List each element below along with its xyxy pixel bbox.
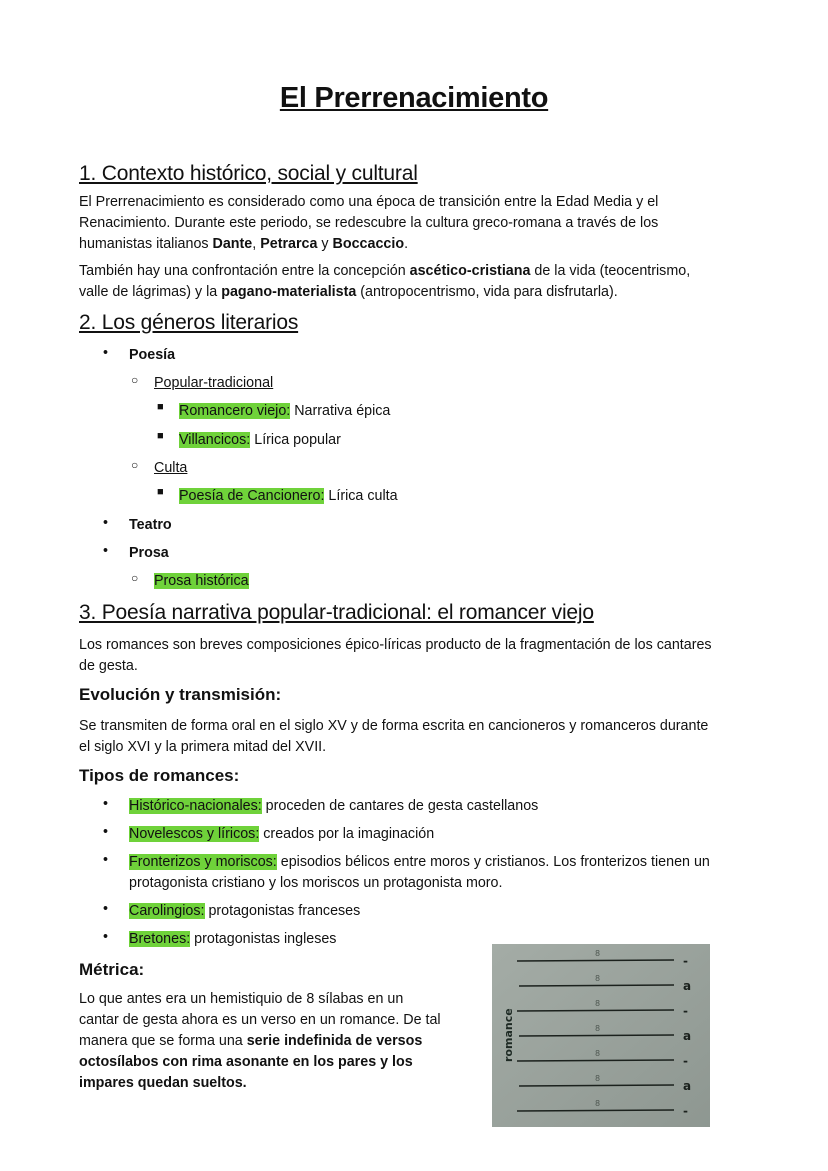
genre-poesia: Poesía	[129, 347, 176, 363]
text-span: creados por la imaginación	[259, 826, 435, 842]
syllable-count: 8	[595, 1049, 601, 1058]
genre-prosa: Prosa	[129, 545, 169, 561]
romance-side-label: romance	[502, 1008, 515, 1062]
bullet-square-icon: ■	[157, 430, 164, 442]
verse-line	[519, 1035, 674, 1036]
text-line: Renacimiento. Durante este periodo, se redescubre la cultura greco-romana a través de los	[79, 215, 659, 231]
text-line	[79, 261, 747, 282]
syllable-count: 8	[595, 949, 601, 958]
text-span: humanistas italianos	[79, 236, 213, 252]
verse-line	[517, 1010, 674, 1011]
text-line: Los romances son breves composiciones épico-líricas producto de la fragmentación de los cantares	[79, 637, 712, 653]
highlight-prosa-historica: Prosa histórica	[154, 573, 249, 589]
verse-line	[519, 985, 674, 986]
term-ascetico: ascético-cristiana	[409, 263, 531, 279]
tipo-novelescos	[129, 824, 434, 845]
section-1-paragraph-1	[79, 192, 747, 255]
text-span: Lírica culta	[324, 488, 398, 504]
text-span: protagonistas franceses	[204, 903, 361, 919]
rhyme-mark: -	[683, 1054, 688, 1068]
text-span: También hay una confrontación entre la concepción	[79, 263, 410, 279]
item-poesia-cancionero	[179, 486, 398, 507]
verse-line	[517, 1110, 674, 1111]
term-pagano: pagano-materialista	[221, 284, 357, 300]
highlight-bretones: Bretones:	[129, 931, 191, 947]
highlight-carolingios: Carolingios:	[129, 903, 205, 919]
metrica-paragraph	[79, 989, 479, 1094]
verse-line	[517, 1060, 674, 1061]
bullet-circle-icon: ○	[131, 571, 139, 585]
bullet-disc-icon: •	[103, 824, 109, 840]
text-line	[79, 234, 747, 255]
text-span: protagonistas ingleses	[190, 931, 337, 947]
tipos-heading: Tipos de romances:	[79, 766, 240, 785]
highlight-novelescos: Novelescos y líricos:	[129, 826, 260, 842]
bullet-disc-icon: •	[103, 796, 109, 812]
highlight-villancicos: Villancicos:	[179, 432, 251, 448]
bullet-disc-icon: •	[103, 929, 109, 945]
text-span: (antropocentrismo, vida para disfrutarla).	[356, 284, 618, 300]
evolucion-heading: Evolución y transmisión:	[79, 685, 282, 704]
romance-diagram-svg	[492, 944, 710, 1127]
text-span: valle de lágrimas) y la	[79, 284, 222, 300]
item-villancicos	[179, 430, 341, 451]
bullet-disc-icon: •	[103, 543, 109, 559]
section-2-heading: 2. Los géneros literarios	[79, 311, 299, 334]
romance-diagram	[492, 944, 710, 1127]
text-line	[79, 1031, 479, 1052]
text-span: de la vida (teocentrismo,	[530, 263, 691, 279]
item-romancero-viejo	[179, 401, 390, 422]
genre-teatro: Teatro	[129, 517, 172, 533]
text-span: proceden de cantares de gesta castellanos	[261, 798, 539, 814]
bullet-disc-icon: •	[103, 515, 109, 531]
verse-line	[517, 960, 674, 961]
tipo-fronterizos	[129, 852, 710, 873]
evolucion-paragraph	[79, 716, 747, 758]
bullet-circle-icon: ○	[131, 458, 139, 472]
section-3-intro	[79, 635, 747, 677]
author-petrarca: Petrarca	[260, 236, 318, 252]
bullet-square-icon: ■	[157, 486, 164, 498]
tipo-bretones	[129, 929, 336, 950]
rhyme-mark: a	[683, 979, 692, 993]
text-span: manera que se forma una	[79, 1033, 247, 1049]
rhyme-mark: a	[683, 1079, 692, 1093]
section-3-heading: 3. Poesía narrativa popular-tradicional: el romancer viejo	[79, 601, 594, 624]
syllable-count: 8	[595, 1074, 601, 1083]
text-line: de gesta.	[79, 658, 138, 674]
subgenre-culta: Culta	[154, 460, 188, 476]
text-span: .	[404, 236, 409, 252]
text-span-bold: serie indefinida de versos	[246, 1033, 423, 1049]
section-1-heading: 1. Contexto histórico, social y cultural	[79, 162, 418, 185]
author-boccaccio: Boccaccio	[332, 236, 405, 252]
rhyme-mark: -	[683, 1104, 688, 1118]
page-title: El Prerrenacimiento	[279, 82, 549, 114]
text-line: octosílabos con rima asonante en los pares y los	[79, 1054, 413, 1070]
bullet-circle-icon: ○	[131, 373, 139, 387]
text-span: Lírica popular	[250, 432, 341, 448]
rhyme-mark: a	[683, 1029, 692, 1043]
syllable-count: 8	[595, 1024, 601, 1033]
text-span: ,	[252, 236, 261, 252]
author-dante: Dante	[212, 236, 253, 252]
tipo-historico	[129, 796, 538, 817]
text-line	[79, 282, 747, 303]
subgenre-prosa-historica	[154, 571, 249, 592]
text-line: El Prerrenacimiento es considerado como una época de transición entre la Edad Media y el	[79, 194, 659, 210]
rhyme-mark: -	[683, 954, 688, 968]
tipo-carolingios	[129, 901, 360, 922]
syllable-count: 8	[595, 974, 601, 983]
text-span: episodios bélicos entre moros y cristianos. Los fronterizos tienen un	[276, 854, 710, 870]
highlight-fronterizos: Fronterizos y moriscos:	[129, 854, 277, 870]
syllable-count: 8	[595, 1099, 601, 1108]
highlight-cancionero: Poesía de Cancionero:	[179, 488, 325, 504]
tipo-fronterizos-continued: protagonista cristiano y los moriscos un protagonista moro.	[129, 875, 503, 891]
bullet-disc-icon: •	[103, 852, 109, 868]
bullet-disc-icon: •	[103, 345, 109, 361]
subgenre-popular: Popular-tradicional	[154, 375, 274, 391]
text-line: Se transmiten de forma oral en el siglo XV y de forma escrita en cancioneros y romanceros durante	[79, 718, 709, 734]
bullet-square-icon: ■	[157, 401, 164, 413]
verse-line	[519, 1085, 674, 1086]
bullet-disc-icon: •	[103, 901, 109, 917]
text-span: Narrativa épica	[290, 403, 391, 419]
highlight-historico: Histórico-nacionales:	[129, 798, 262, 814]
text-line: cantar de gesta ahora es un verso en un romance. De tal	[79, 1012, 441, 1028]
syllable-count: 8	[595, 999, 601, 1008]
section-1-paragraph-2	[79, 261, 747, 303]
text-line: impares quedan sueltos.	[79, 1075, 247, 1091]
text-line: Lo que antes era un hemistiquio de 8 sílabas en un	[79, 991, 404, 1007]
text-line: el siglo XVI y la primera mitad del XVII.	[79, 739, 327, 755]
highlight-romancero: Romancero viejo:	[179, 403, 291, 419]
metrica-heading: Métrica:	[79, 960, 145, 979]
text-span: y	[317, 236, 333, 252]
rhyme-mark: -	[683, 1004, 688, 1018]
